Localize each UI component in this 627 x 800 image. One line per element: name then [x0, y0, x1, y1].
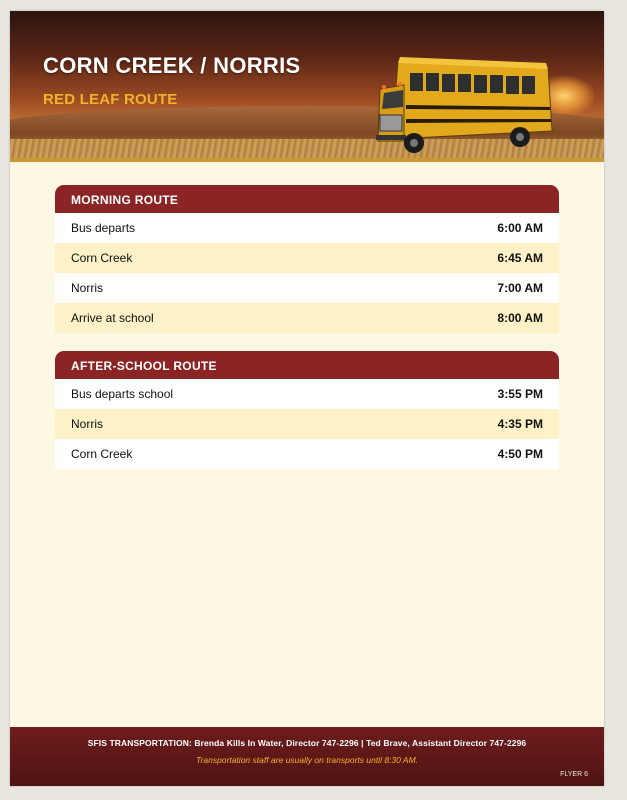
stop-label: Corn Creek — [71, 251, 133, 265]
stop-time: 4:35 PM — [497, 417, 543, 431]
stop-time: 6:00 AM — [497, 221, 543, 235]
stop-label: Corn Creek — [71, 447, 133, 461]
stop-time: 4:50 PM — [497, 447, 543, 461]
table-row — [55, 409, 559, 439]
stop-label: Bus departs school — [71, 387, 174, 401]
stop-time: 8:00 AM — [497, 311, 543, 325]
school-bus-icon — [370, 49, 560, 159]
table-row — [55, 303, 559, 333]
table-row — [55, 273, 559, 303]
footer-bar — [10, 727, 604, 786]
staff-note: Transportation staff are usually on transports until 8:30 AM. — [195, 755, 419, 765]
after-school-route-heading: AFTER-SCHOOL ROUTE — [55, 351, 559, 379]
morning-route-section — [55, 185, 559, 333]
contact-info: SFIS TRANSPORTATION: Brenda Kills In Water, Director 747-2296 | Ted Brave, Assistant Director 747-2296 — [87, 738, 527, 748]
flyer-number: FLYER 6 — [560, 771, 588, 778]
stop-label: Norris — [71, 417, 103, 431]
table-row — [55, 379, 559, 409]
stop-time: 6:45 AM — [497, 251, 543, 265]
morning-route-heading: MORNING ROUTE — [55, 185, 559, 213]
stop-time: 3:55 PM — [497, 387, 543, 401]
stop-label: Arrive at school — [71, 311, 154, 325]
stop-time: 7:00 AM — [497, 281, 543, 295]
table-row — [55, 243, 559, 273]
stop-label: Norris — [71, 281, 103, 295]
table-row — [55, 213, 559, 243]
page-title: CORN CREEK / NORRIS — [43, 53, 301, 78]
header-banner — [10, 11, 604, 162]
flyer-page — [10, 11, 604, 786]
after-school-route-section — [55, 351, 559, 469]
route-name: RED LEAF ROUTE — [43, 91, 178, 108]
stop-label: Bus departs — [71, 221, 136, 235]
table-row — [55, 439, 559, 469]
